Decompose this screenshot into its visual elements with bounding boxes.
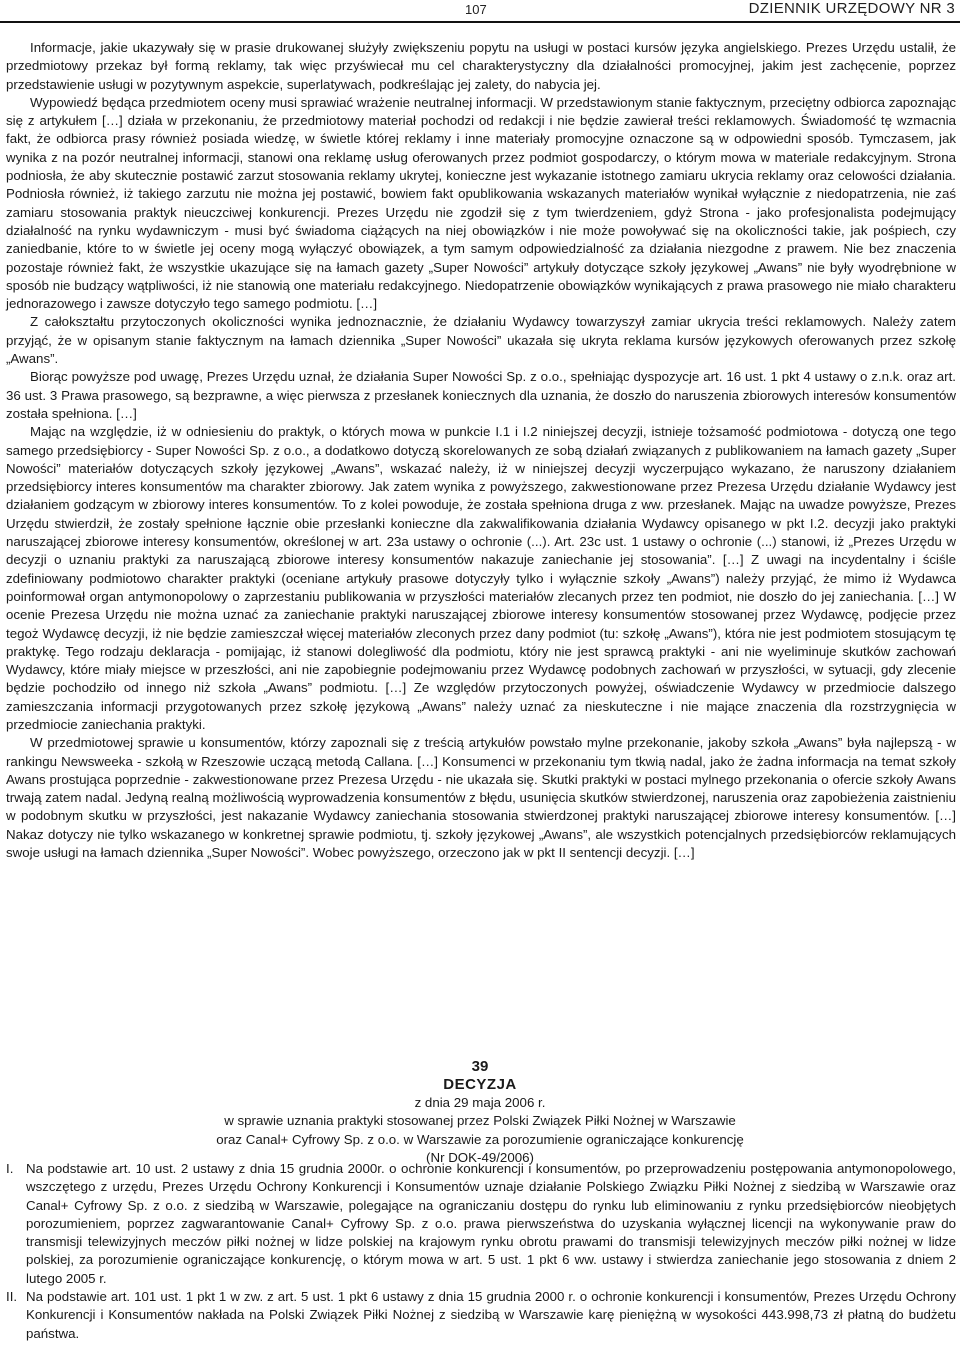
page-header: [0, 0, 960, 22]
paragraph: Z całokształtu przytoczonych okoliczności wynika jednoznacznie, że działaniu Wydawcy towarzyszył zamiar ukrycia treści reklamowych. Należy zatem przyjąć, że w opisanym stanie faktycznym na łamach dziennika „Super Nowości” ukazała się ukryta reklama kursów językowych oferowanych przez szkołę „Awans”.: [6, 314, 956, 367]
decision-reference: (Nr DOK-49/2006): [426, 1149, 534, 1165]
paragraph: Biorąc powyższe pod uwagę, Prezes Urzędu uznał, że działania Super Nowości Sp. z o.o., spełniając dyspozycje art. 16 ust. 1 pkt 4 ustawy o z.n.k. oraz art. 36 ust. 3 Prawa prasowego, są bezprawne, a więc pierwsza z przesłanek koniecznych dla uznania, że doszło do naruszenia zbiorowych interesów konsumentów została spełniona. […]: [6, 369, 956, 421]
item-marker: I.: [6, 1161, 14, 1176]
decision-number: 39: [471, 1058, 489, 1075]
decision-item: [6, 1160, 956, 1288]
decision-subject-line-1: w sprawie uznania praktyki stosowanej przez Polski Związek Piłki Nożnej w Warszawie: [224, 1113, 736, 1129]
decision-items: [6, 1160, 956, 1343]
decision-date: z dnia 29 maja 2006 r.: [414, 1095, 546, 1110]
paragraph: Informacje, jakie ukazywały się w prasie drukowanej służyły zwiększeniu popytu na usługi w postaci kursów języka angielskiego. Prezes Urzędu ustalił, że przedmiotowy przekaz był formą reklamy, tak więc przyświecał mu cel charakterystyczny dla działalności promocyjnej, jakim jest zachęcenie, poprzez przedstawienie usługi w pozytywnym aspekcie, superlatywach, podkreślając jej zalety, do nabycia jej.: [6, 40, 956, 92]
decision-subject-line-2: oraz Canal+ Cyfrowy Sp. z o.o. w Warszawie za porozumienie ograniczające konkurencję: [216, 1131, 744, 1147]
body-text: [6, 39, 956, 862]
header-rule: [0, 21, 960, 23]
page-number: 107: [465, 2, 487, 17]
paragraph: W przedmiotowej sprawie u konsumentów, którzy zapoznali się z treścią artykułów powstało mylne przekonanie, jakoby szkoła „Awans” była najlepszą - w rankingu Newsweeka - szkołą w Rzeszowie uczącą metodą Callana. […] Konsumenci w przekonaniu tym tkwią nadal, jako że żadna informacja na temat szkoły Awans prostująca poprzednie - zakwestionowane przez Prezesa Urzędu - nie ukazała się. Skutki praktyki w postaci mylnego przekonania o ofercie szkoły Awans trwają zatem nadal. Jedyną realną możliwością wyprowadzenia konsumentów z błędu, usunięcia skutków stwierdzonej, naruszenia oraz zapobieżenia zaistnieniu w podobnym skutku w przyszłości, jest nakazanie Wydawcy zaniechania stosowania stwierdzonej praktyki naruszającej zbiorowe interesy konsumentów. […] Nakaz dotyczy nie tylko wskazanego w konkretnej sprawie podmiotu, tj. szkoły językowej „Awans”, ale wszystkich potencjalnych przedsiębiorców reklamujących swoje usługi na łamach dziennika „Super Nowości”. Wobec powyższego, orzeczono jak w pkt II sentencji decyzji. […]: [6, 735, 956, 861]
decision-title: DECYZJA: [443, 1076, 517, 1093]
item-text: Na podstawie art. 101 ust. 1 pkt 1 w zw. z art. 5 ust. 1 pkt 6 ustawy z dnia 15 grudnia 2000 r. o ochronie konkurencji i konsumentów, Prezes Urzędu Ochrony Konkurencji i Konsumentów nakłada na Polski Związek Piłki Nożnej z siedzibą w Warszawie karę pieniężną w wysokości 443.998,73 zł płatną do budżetu państwa.: [26, 1289, 956, 1341]
paragraph: Wypowiedź będąca przedmiotem oceny musi sprawiać wrażenie neutralnej informacji. W przedstawionym stanie faktycznym, przeciętny odbiorca zapoznając się z artykułem […] działa w przekonaniu, że przedmiotowy materiał pochodzi od redakcji i nie będzie zawierał treści reklamowych. Świadomość tę wzmacnia fakt, że odbiorca prasy również posiada wiedzę, w świetle której reklamy i inne materiały promocyjne oznaczone są w odpowiedni sposób. Tymczasem, jak wynika z na pozór neutralnej informacji, stanowi ona reklamę usług oferowanych przez podmiot gospodarczy, o którym mowa w materiale redakcyjnym. Strona podniosła, że aby skutecznie postawić zarzut stosowania reklamy ukrytej, konieczne jest wykazanie istotnego zamiaru ukrycia reklamy oraz celowości działania. Podniosła również, iż takiego zarzutu nie można jej postawić, bowiem fakt opublikowania wskazanych materiałów wynikał wyłącznie z niedopatrzenia, nie zaś zamiaru stosowania praktyk nieuczciwej konkurencji. Prezes Urzędu nie zgodził się z tym twierdzeniem, gdyż Strona - jako profesjonalista podejmujący działalność na rynku wydawniczym - musi być świadoma ciążących na niej obowiązków i nie może powoływać się na okoliczności takie, jak pośpiech, czy zaniedbanie, które to w świetle jej oceny mogą wyłączyć obowiązek, a tym samym odpowiedzialność za działania niezgodne z prawem. Nie bez znaczenia pozostaje również fakt, że wszystkie ukazujące się na łamach gazety „Super Nowości” artykuły dotyczące szkoły językowej „Awans” nie były wyodrębnione w sposób nie budzący wątpliwości, iż nie stanowią one materiału redakcyjnego. Niedopatrzenie obowiązków wynikających z prawa prasowego nie miało charakteru jednorazowego i zawsze dotyczyło tego samego podmiotu. […]: [6, 94, 956, 312]
item-text: Na podstawie art. 10 ust. 2 ustawy z dnia 15 grudnia 2000r. o ochronie konkurencji i konsumentów, po przeprowadzeniu postępowania antymonopolowego, wszczętego z urzędu, Prezes Urzędu Ochrony Konkurencji i Konsumentów uznaje działanie Polskiego Związku Piłki Nożnej z siedzibą w Warszawie oraz Canal+ Cyfrowy Sp. z o.o. z siedzibą w Warszawie, polegające na ograniczaniu dostępu do rynku lub eliminowaniu z rynku przedsiębiorców nieobjętych porozumieniem, poprzez zagwarantowanie Canal+ Cyfrowy Sp. z o.o. prawa pierwszeństwa do uzyskania wyłącznej licencji na wykonywanie praw do transmisji telewizyjnych meczów piłki nożnej w lidze polskiej na krajowym rynku obrotu prawami do transmisji telewizyjnych meczów piłki nożnej w lidze polskiej, za porozumienie ograniczające konkurencję, o którym mowa w art. 5 ust. 1 pkt 6 ww. ustawy i stwierdza zaniechanie jego stosowania z dniem 2 lutego 2005 r.: [26, 1161, 956, 1286]
journal-title: DZIENNIK URZĘDOWY NR 3: [748, 0, 955, 17]
paragraph: Mając na względzie, iż w odniesieniu do praktyk, o których mowa w punkcie I.1 i I.2 niniejszej decyzji, istnieje tożsamość podmiotowa - dotyczą one tego samego przedsiębiorcy - Super Nowości Sp. z o.o., a dodatkowo dotyczą skorelowanych ze sobą działań związanych z publikowaniem na łamach gazety „Super Nowości” materiałów dotyczących szkoły językowej „Awans”, wskazać należy, iż w niniejszej decyzji wyczerpująco wykazano, że naruszony działaniem przedsiębiorcy interes konsumentów ma charakter zbiorowy. Jak zatem wynika z powyższego, zakwestionowane przez Prezesa Urzędu działanie Wydawcy jest działaniem godzącym w zbiorowy interes konsumentów. To z kolei powoduje, że została spełniona druga z ww. przesłanek. Mając na uwadze powyższe, Prezes Urzędu stwierdził, że zostały spełnione łącznie obie przesłanki konieczne dla zakwalifikowania działania Wydawcy opisanego w pkt I.2. decyzji jako praktyki naruszającej zbiorowe interesy konsumentów, określonej w art. 23a ustawy o ochronie (...). Art. 23c ust. 1 ustawy o ochronie (...) stanowi, iż „Prezes Urzędu w decyzji o uznaniu praktyki za naruszającą zbiorowe interesy konsumentów nakazuje zaniechanie jej stosowania”. […] Z uwagi na incydentalny i ściśle zdefiniowany podmiotowo charakter praktyki (oceniane artykuły prasowe dotyczyły tylko i wyłącznie szkoły „Awans”) należy przyjąć, że mimo iż Wydawca poinformował organ antymonopolowy o zaprzestaniu publikowania w przyszłości materiałów zlecanych przez ten podmiot, nie doszło do jej zaniechania. […] W ocenie Prezesa Urzędu nie można uznać za zaniechanie praktyki naruszającej zbiorowe interesy konsumentów stosowanej przez Wydawcę, podjęcie przez tegoż Wydawcę decyzji, iż nie będzie zamieszczał więcej materiałów zleconych przez dany podmiot (tu: szkołę „Awans”), która nie jest podmiotem stosującym tę praktykę. Tego rodzaju deklaracja - pomijając, iż stanowi dolegliwość dla podmiotu, który nie jest sprawcą praktyki - ani nie wyeliminuje skutków zachowań Wydawcy, które miały miejsce w przeszłości, ani nie zapobiegnie podejmowaniu przez Wydawcę podobnych zachowań w przyszłości, w sytuacji, gdy zlecenie będzie pochodziło od innego niż szkoła „Awans” podmiotu. […] Ze względów przytoczonych powyżej, oświadczenie Wydawcy w przedmiocie dalszego zamieszczania informacji przygotowanych przez szkołę językową „Awans” należy uznać za nieskuteczne i nie mające znaczenia dla rozstrzygnięcia w przedmiocie zaniechania praktyki.: [6, 424, 956, 732]
decision-item: [6, 1288, 956, 1343]
item-marker: II.: [6, 1289, 18, 1305]
decision-heading: [0, 1058, 960, 1167]
